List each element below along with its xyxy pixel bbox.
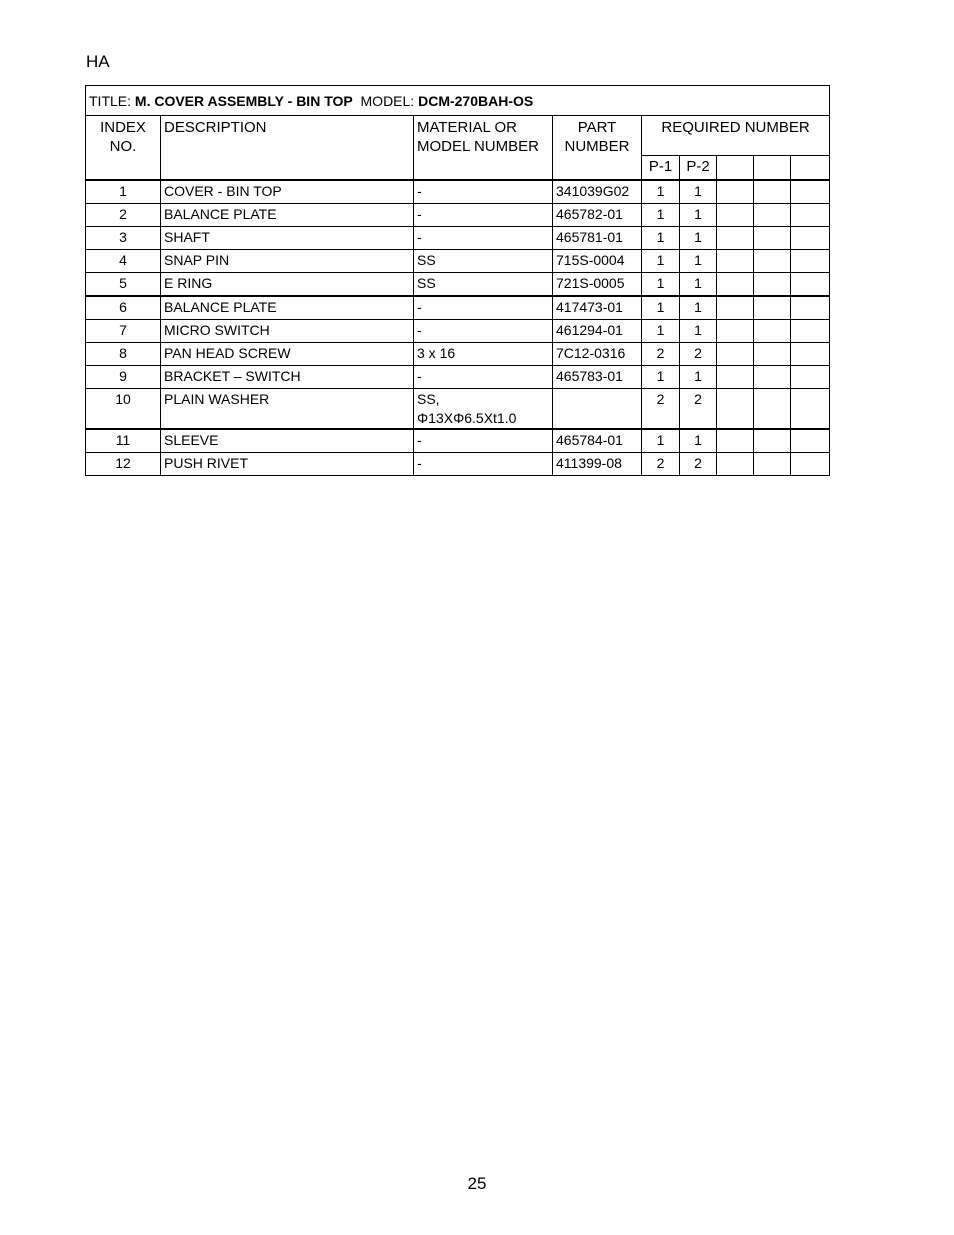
- blank-qty-cell: [791, 296, 830, 320]
- blank-qty-cell: [791, 320, 830, 343]
- p2-qty-cell: 1: [680, 204, 717, 227]
- page-number: 25: [467, 1174, 487, 1193]
- description-cell: E RING: [161, 273, 414, 297]
- index-cell: 9: [86, 366, 161, 389]
- table-row: [86, 366, 830, 389]
- part-number-cell: 465783-01: [553, 366, 642, 389]
- blank-qty-cell: [717, 453, 754, 476]
- p1-qty-cell: 1: [642, 429, 680, 453]
- material-cell: [414, 366, 553, 389]
- blank-qty-cell: [717, 296, 754, 320]
- index-cell: 8: [86, 343, 161, 366]
- blank-qty-cell: [717, 250, 754, 273]
- p1-qty-cell: 1: [642, 180, 680, 204]
- part-number-cell: 7C12-0316: [553, 343, 642, 366]
- material-line: -: [417, 206, 422, 222]
- part-number-cell: 341039G02: [553, 180, 642, 204]
- blank-qty-cell: [754, 343, 791, 366]
- blank-qty-cell: [754, 429, 791, 453]
- p1-qty-cell: 2: [642, 389, 680, 430]
- material-line: -: [417, 299, 422, 315]
- p1-qty-cell: 2: [642, 343, 680, 366]
- part-number-cell: 417473-01: [553, 296, 642, 320]
- material-line: 3 x 16: [417, 345, 456, 361]
- material-line: SS: [417, 275, 436, 291]
- material-cell: [414, 296, 553, 320]
- col-header-blank: [754, 156, 791, 181]
- blank-qty-cell: [717, 227, 754, 250]
- blank-qty-cell: [791, 227, 830, 250]
- description-cell: PLAIN WASHER: [161, 389, 414, 430]
- description-cell: SNAP PIN: [161, 250, 414, 273]
- blank-qty-cell: [754, 227, 791, 250]
- part-number-cell: 721S-0005: [553, 273, 642, 297]
- blank-qty-cell: [754, 250, 791, 273]
- title-block: [86, 86, 830, 116]
- parts-table: [85, 85, 830, 476]
- col-header-material: MATERIAL OR MODEL NUMBER: [414, 116, 553, 181]
- blank-qty-cell: [791, 180, 830, 204]
- blank-qty-cell: [791, 429, 830, 453]
- material-cell: [414, 227, 553, 250]
- material-line: SS: [417, 252, 436, 268]
- blank-qty-cell: [791, 343, 830, 366]
- p2-qty-cell: 1: [680, 180, 717, 204]
- model-value: DCM-270BAH-OS: [418, 93, 534, 109]
- p2-qty-cell: 2: [680, 343, 717, 366]
- col-header-p2: P-2: [680, 156, 717, 181]
- blank-qty-cell: [791, 453, 830, 476]
- table-row: [86, 296, 830, 320]
- blank-qty-cell: [717, 389, 754, 430]
- part-number-cell: 465782-01: [553, 204, 642, 227]
- blank-qty-cell: [791, 250, 830, 273]
- index-cell: 11: [86, 429, 161, 453]
- material-cell: [414, 204, 553, 227]
- col-header-blank: [717, 156, 754, 181]
- description-cell: BALANCE PLATE: [161, 296, 414, 320]
- p1-qty-cell: 2: [642, 453, 680, 476]
- title-value: M. COVER ASSEMBLY - BIN TOP: [134, 93, 353, 109]
- blank-qty-cell: [717, 343, 754, 366]
- index-cell: 10: [86, 389, 161, 430]
- description-cell: MICRO SWITCH: [161, 320, 414, 343]
- index-cell: 6: [86, 296, 161, 320]
- description-cell: SLEEVE: [161, 429, 414, 453]
- blank-qty-cell: [754, 453, 791, 476]
- blank-qty-cell: [791, 273, 830, 297]
- p2-qty-cell: 1: [680, 273, 717, 297]
- index-cell: 2: [86, 204, 161, 227]
- col-header-description: DESCRIPTION: [161, 116, 414, 181]
- p2-qty-cell: 1: [680, 366, 717, 389]
- table-row: [86, 180, 830, 204]
- part-number-cell: 461294-01: [553, 320, 642, 343]
- blank-qty-cell: [717, 204, 754, 227]
- index-cell: 3: [86, 227, 161, 250]
- part-number-cell: 465781-01: [553, 227, 642, 250]
- index-cell: 5: [86, 273, 161, 297]
- p2-qty-cell: 1: [680, 250, 717, 273]
- parts-table-body: [86, 180, 830, 476]
- material-cell: [414, 389, 553, 430]
- table-row: [86, 429, 830, 453]
- blank-qty-cell: [791, 204, 830, 227]
- blank-qty-cell: [754, 204, 791, 227]
- part-number-cell: 715S-0004: [553, 250, 642, 273]
- description-cell: BRACKET – SWITCH: [161, 366, 414, 389]
- index-cell: 12: [86, 453, 161, 476]
- p2-qty-cell: 1: [680, 320, 717, 343]
- blank-qty-cell: [754, 273, 791, 297]
- material-cell: [414, 273, 553, 297]
- p1-qty-cell: 1: [642, 250, 680, 273]
- material-line: -: [417, 432, 422, 448]
- col-header-index: INDEX NO.: [86, 116, 161, 181]
- col-header-blank: [791, 156, 830, 181]
- blank-qty-cell: [717, 180, 754, 204]
- material-line: -: [417, 322, 422, 338]
- blank-qty-cell: [791, 389, 830, 430]
- p1-qty-cell: 1: [642, 227, 680, 250]
- table-row: [86, 389, 830, 430]
- p1-qty-cell: 1: [642, 366, 680, 389]
- col-header-part-number: PART NUMBER: [553, 116, 642, 181]
- index-cell: 7: [86, 320, 161, 343]
- table-row: [86, 273, 830, 297]
- table-row: [86, 453, 830, 476]
- blank-qty-cell: [791, 366, 830, 389]
- material-cell: [414, 180, 553, 204]
- description-cell: COVER - BIN TOP: [161, 180, 414, 204]
- title-label: TITLE:: [89, 93, 132, 109]
- material-line: -: [417, 368, 422, 384]
- table-row: [86, 250, 830, 273]
- description-cell: SHAFT: [161, 227, 414, 250]
- blank-qty-cell: [754, 366, 791, 389]
- material-line: -: [417, 455, 422, 471]
- part-number-cell: 465784-01: [553, 429, 642, 453]
- p2-qty-cell: 2: [680, 453, 717, 476]
- p2-qty-cell: 2: [680, 389, 717, 430]
- table-row: [86, 320, 830, 343]
- p1-qty-cell: 1: [642, 204, 680, 227]
- description-cell: BALANCE PLATE: [161, 204, 414, 227]
- col-header-p1: P-1: [642, 156, 680, 181]
- p1-qty-cell: 1: [642, 296, 680, 320]
- blank-qty-cell: [717, 366, 754, 389]
- material-cell: [414, 343, 553, 366]
- p1-qty-cell: 1: [642, 320, 680, 343]
- material-line: -: [417, 183, 422, 199]
- table-row: [86, 343, 830, 366]
- table-row: [86, 204, 830, 227]
- material-cell: [414, 250, 553, 273]
- blank-qty-cell: [754, 180, 791, 204]
- index-cell: 4: [86, 250, 161, 273]
- description-cell: PUSH RIVET: [161, 453, 414, 476]
- p1-qty-cell: 1: [642, 273, 680, 297]
- parts-list-sheet: [85, 85, 829, 476]
- col-header-required-number: REQUIRED NUMBER: [642, 116, 830, 156]
- index-cell: 1: [86, 180, 161, 204]
- material-line: Φ13XΦ6.5Xt1.0: [417, 410, 517, 426]
- blank-qty-cell: [754, 389, 791, 430]
- material-cell: [414, 429, 553, 453]
- p2-qty-cell: 1: [680, 296, 717, 320]
- header-mark: HA: [86, 52, 110, 71]
- part-number-cell: 411399-08: [553, 453, 642, 476]
- blank-qty-cell: [754, 320, 791, 343]
- material-cell: [414, 453, 553, 476]
- blank-qty-cell: [717, 429, 754, 453]
- blank-qty-cell: [754, 296, 791, 320]
- blank-qty-cell: [717, 273, 754, 297]
- p2-qty-cell: 1: [680, 429, 717, 453]
- material-cell: [414, 320, 553, 343]
- blank-qty-cell: [717, 320, 754, 343]
- table-row: [86, 227, 830, 250]
- part-number-cell: [553, 389, 642, 430]
- model-label: MODEL:: [360, 93, 415, 109]
- p2-qty-cell: 1: [680, 227, 717, 250]
- material-line: -: [417, 229, 422, 245]
- description-cell: PAN HEAD SCREW: [161, 343, 414, 366]
- material-line: SS,: [417, 391, 440, 407]
